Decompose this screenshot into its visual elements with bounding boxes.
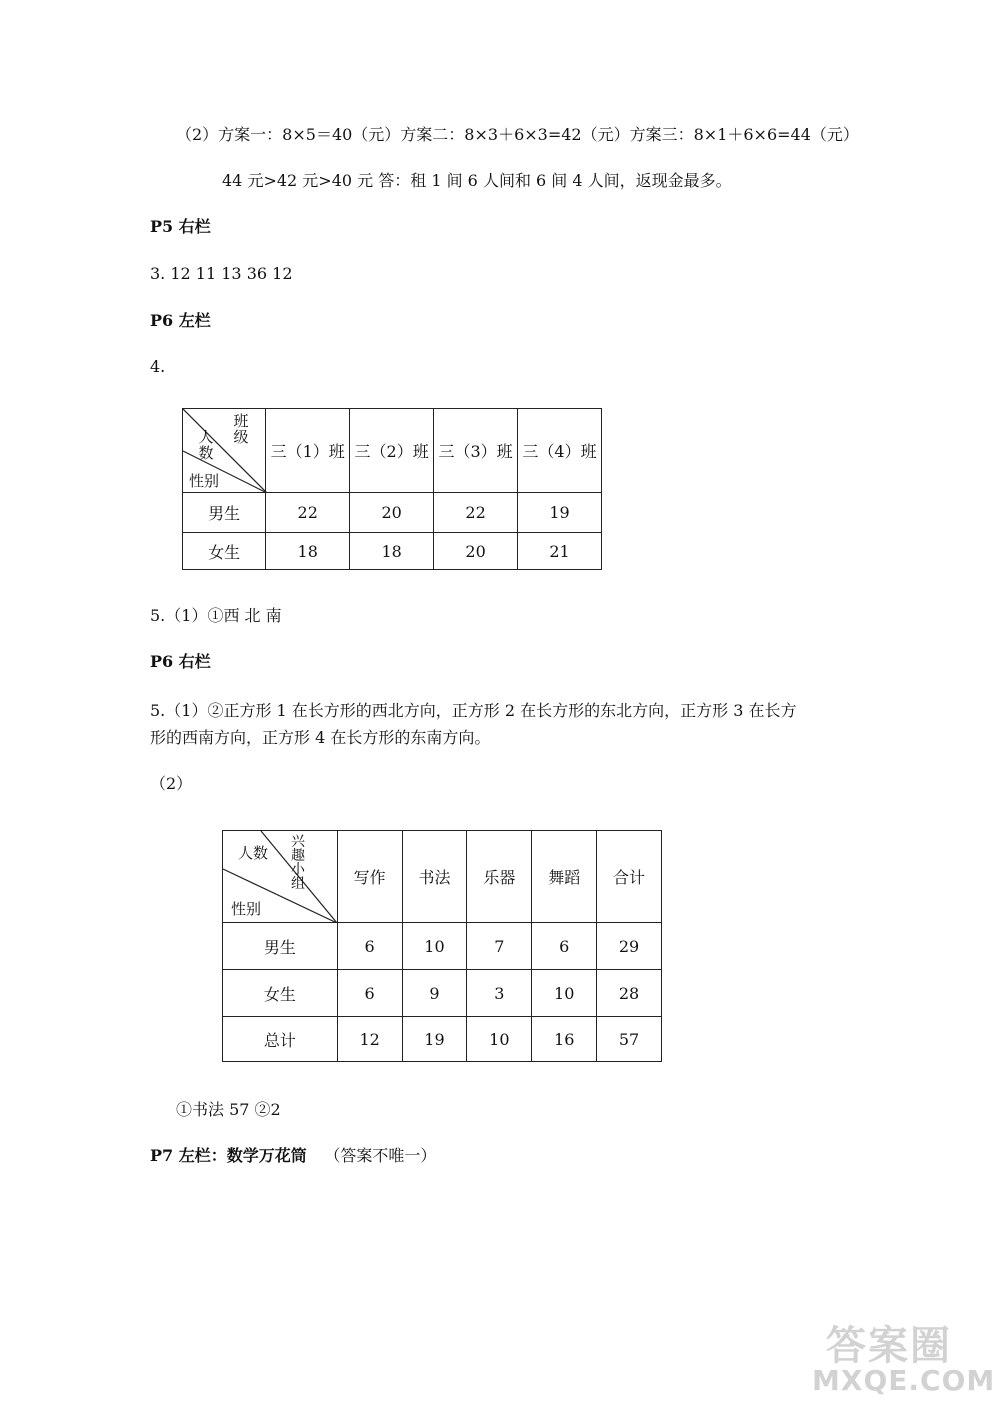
table-cell: 29 xyxy=(597,923,662,970)
table-row xyxy=(183,533,602,570)
table-cell: 6 xyxy=(337,923,402,970)
table2-header: 合计 xyxy=(597,831,662,923)
table-cell: 19 xyxy=(402,1017,467,1062)
watermark-logo: 答案圈 xyxy=(826,1323,952,1369)
table-cell: 16 xyxy=(532,1017,597,1062)
table2-corner-bottom: 性别 xyxy=(231,900,262,918)
table-cell: 20 xyxy=(350,493,434,533)
row-label: 男生 xyxy=(223,923,338,970)
table2-corner-mid: 人数 xyxy=(237,844,268,862)
table1-corner-mid: 人数 xyxy=(198,428,214,462)
section-heading-p6-right: P6 右栏 xyxy=(150,652,211,671)
table1-corner-bottom: 性别 xyxy=(189,472,220,490)
table-cell: 28 xyxy=(597,970,662,1017)
plan-comparison-line: （2）方案一：8×5＝40（元）方案二：8×3＋6×3=42（元）方案三：8×1＋6×6=44（元） xyxy=(176,125,859,144)
table-row xyxy=(223,970,662,1017)
table-cell: 3 xyxy=(467,970,532,1017)
table-cell: 19 xyxy=(518,493,602,533)
table2-header: 写作 xyxy=(337,831,402,923)
row-label: 女生 xyxy=(183,533,266,570)
watermark-site: MXQE.COM xyxy=(812,1364,996,1397)
table2-corner-cell xyxy=(223,831,338,923)
answer-3-line: 3. 12 11 13 36 12 xyxy=(150,264,293,283)
row-label: 总计 xyxy=(223,1017,338,1062)
table1-header: 三（2）班 xyxy=(350,409,434,493)
table-cell: 18 xyxy=(350,533,434,570)
answer-5-2-line-a: 5.（1）②正方形 1 在长方形的西北方向，正方形 2 在长方形的东北方向，正方形 3 在长方 xyxy=(150,701,797,720)
table-cell: 21 xyxy=(518,533,602,570)
table-cell: 9 xyxy=(402,970,467,1017)
answer-5-2-line-b: 形的西南方向，正方形 4 在长方形的东南方向。 xyxy=(150,728,491,747)
table2-header: 书法 xyxy=(402,831,467,923)
table-cell: 22 xyxy=(434,493,518,533)
answer-5-1-line: 5.（1）①西 北 南 xyxy=(150,606,282,625)
table-cell: 6 xyxy=(532,923,597,970)
table-cell: 18 xyxy=(266,533,350,570)
table-row xyxy=(223,923,662,970)
section-heading-p5-right: P5 右栏 xyxy=(150,217,211,236)
table-cell: 57 xyxy=(597,1017,662,1062)
table2-header: 舞蹈 xyxy=(532,831,597,923)
table-row xyxy=(223,1017,662,1062)
table1-corner-cell xyxy=(183,409,266,493)
table1-corner-top: 班级 xyxy=(233,412,249,446)
row-label: 女生 xyxy=(223,970,338,1017)
table1-header: 三（3）班 xyxy=(434,409,518,493)
table-row xyxy=(183,493,602,533)
interest-group-table xyxy=(222,830,662,1062)
row-label: 男生 xyxy=(183,493,266,533)
table-cell: 22 xyxy=(266,493,350,533)
section-heading-p6-left: P6 左栏 xyxy=(150,311,211,330)
table2-header: 乐器 xyxy=(467,831,532,923)
p7-heading-note: （答案不唯一） xyxy=(324,1146,437,1165)
table-cell: 10 xyxy=(402,923,467,970)
answer-2-label: （2） xyxy=(150,774,193,793)
table-cell: 12 xyxy=(337,1017,402,1062)
table-cell: 10 xyxy=(532,970,597,1017)
answer-2-result-line: ①书法 57 ②2 xyxy=(176,1100,281,1119)
table2-corner-top: 兴趣小组 xyxy=(291,834,305,892)
table-cell: 10 xyxy=(467,1017,532,1062)
p7-heading-text: P7 左栏：数学万花筒 xyxy=(150,1146,307,1165)
table-cell: 6 xyxy=(337,970,402,1017)
answer-line: 44 元>42 元>40 元 答：租 1 间 6 人间和 6 间 4 人间，返现金最多。 xyxy=(222,171,732,190)
table1-header: 三（4）班 xyxy=(518,409,602,493)
table-cell: 20 xyxy=(434,533,518,570)
section-heading-p7-left xyxy=(150,1145,436,1167)
table-cell: 7 xyxy=(467,923,532,970)
class-gender-table xyxy=(182,408,602,570)
answer-4-label: 4. xyxy=(150,357,166,376)
table1-header: 三（1）班 xyxy=(266,409,350,493)
